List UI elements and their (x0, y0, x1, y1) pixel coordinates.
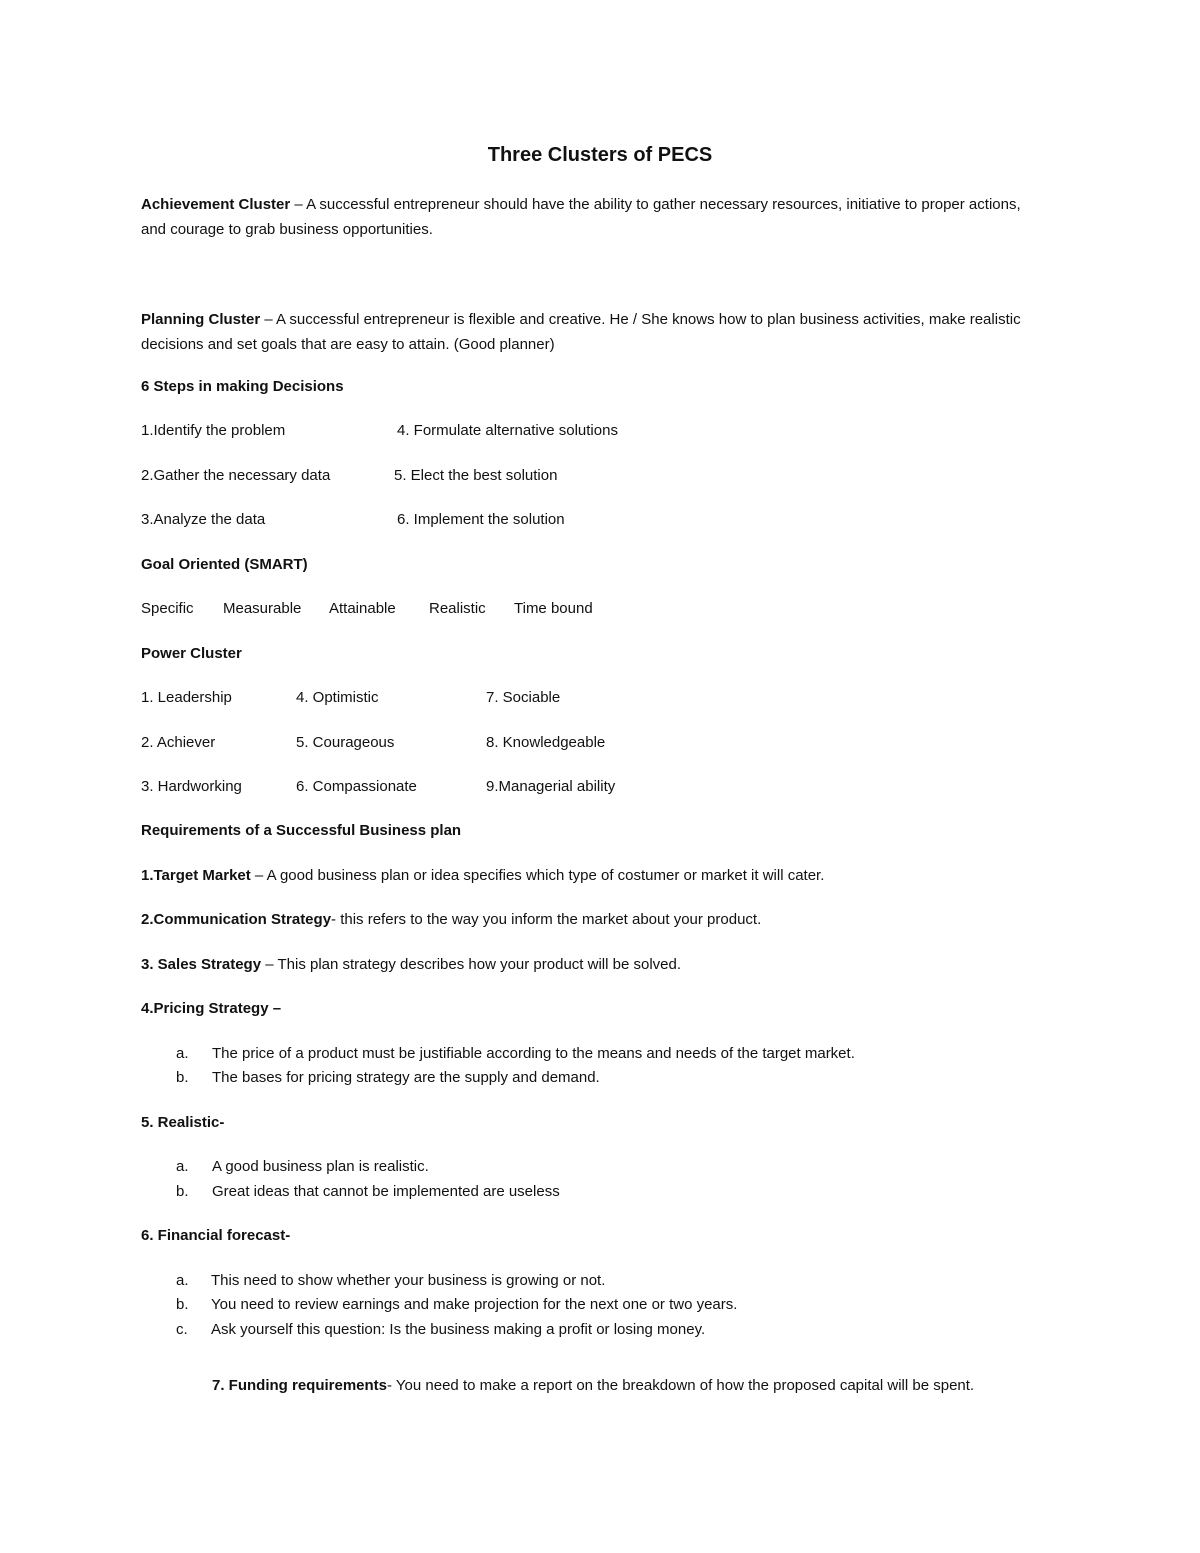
requirement-label: 2.Communication Strategy (141, 911, 332, 928)
requirement-communication-strategy (141, 911, 761, 928)
achievement-cluster-text: – A successful entrepreneur should have the ability to gather necessary resources, initiative to proper actions, and courage to grab business opportunities. (141, 196, 1021, 238)
list-marker: b. (176, 1296, 189, 1313)
list-item-text: A good business plan is realistic. (212, 1158, 429, 1175)
power-trait: 7. Sociable (486, 689, 561, 706)
requirement-text: - You need to make a report on the breakdown of how the proposed capital will be spent. (387, 1377, 975, 1394)
requirement-label: 1.Target Market (141, 867, 251, 884)
power-trait: 2. Achiever (141, 734, 216, 751)
smart-item: Attainable (329, 600, 396, 617)
realistic-item (176, 1183, 560, 1200)
decision-step: 4. Formulate alternative solutions (397, 422, 618, 439)
document-title: Three Clusters of PECS (487, 144, 713, 166)
list-item-text: This need to show whether your business is growing or not. (211, 1272, 606, 1289)
requirement-text: – A good business plan or idea specifies which type of costumer or market it will cater. (250, 867, 825, 884)
list-item-text: Ask yourself this question: Is the business making a profit or losing money. (211, 1321, 706, 1338)
list-item-text: The bases for pricing strategy are the supply and demand. (212, 1069, 600, 1086)
list-item-text: You need to review earnings and make projection for the next one or two years. (211, 1296, 738, 1313)
power-trait: 9.Managerial ability (486, 778, 616, 795)
power-trait: 1. Leadership (141, 689, 232, 706)
pricing-item (176, 1069, 600, 1086)
list-marker: a. (176, 1045, 189, 1062)
financial-item (176, 1296, 737, 1313)
list-marker: b. (176, 1069, 189, 1086)
list-marker: b. (176, 1183, 189, 1200)
planning-cluster-label: Planning Cluster (141, 311, 261, 328)
decision-steps-heading: 6 Steps in making Decisions (141, 378, 344, 395)
requirement-text: – This plan strategy describes how your product will be solved. (261, 956, 682, 973)
decision-step: 5. Elect the best solution (394, 467, 558, 484)
power-trait: 8. Knowledgeable (486, 734, 606, 751)
smart-item: Specific (141, 600, 194, 617)
power-trait: 4. Optimistic (296, 689, 379, 706)
requirement-target-market (141, 867, 824, 884)
planning-cluster-paragraph (141, 307, 1041, 357)
list-marker: a. (176, 1158, 189, 1175)
pricing-strategy-heading: 4.Pricing Strategy – (141, 1000, 282, 1017)
requirement-label: 3. Sales Strategy (141, 956, 262, 973)
financial-item (176, 1272, 605, 1289)
list-marker: a. (176, 1272, 189, 1289)
achievement-cluster-label: Achievement Cluster (141, 196, 291, 213)
power-trait: 5. Courageous (296, 734, 395, 751)
decision-step: 6. Implement the solution (397, 511, 565, 528)
realistic-heading: 5. Realistic- (141, 1114, 225, 1131)
power-cluster-heading: Power Cluster (141, 645, 242, 662)
smart-heading: Goal Oriented (SMART) (141, 556, 308, 573)
requirement-funding (212, 1377, 974, 1394)
achievement-cluster-paragraph (141, 192, 1041, 242)
decision-step: 2.Gather the necessary data (141, 467, 331, 484)
financial-item (176, 1321, 705, 1338)
decision-step: 1.Identify the problem (141, 422, 286, 439)
requirement-label: 7. Funding requirements (212, 1377, 388, 1394)
smart-item: Time bound (514, 600, 593, 617)
power-trait: 3. Hardworking (141, 778, 242, 795)
list-marker: c. (176, 1321, 188, 1338)
list-item-text: The price of a product must be justifiable according to the means and needs of the target market. (212, 1045, 855, 1062)
requirement-text: - this refers to the way you inform the market about your product. (331, 911, 762, 928)
financial-forecast-heading: 6. Financial forecast- (141, 1227, 291, 1244)
smart-item: Measurable (223, 600, 302, 617)
requirement-sales-strategy (141, 956, 681, 973)
power-trait: 6. Compassionate (296, 778, 417, 795)
realistic-item (176, 1158, 429, 1175)
decision-step: 3.Analyze the data (141, 511, 266, 528)
pricing-item (176, 1045, 855, 1062)
planning-cluster-text: – A successful entrepreneur is flexible and creative. He / She knows how to plan business activities, make realistic decisions and set goals that are easy to attain. (Good planner) (141, 311, 1021, 353)
requirements-heading: Requirements of a Successful Business plan (141, 822, 462, 839)
list-item-text: Great ideas that cannot be implemented are useless (212, 1183, 560, 1200)
smart-item: Realistic (429, 600, 486, 617)
